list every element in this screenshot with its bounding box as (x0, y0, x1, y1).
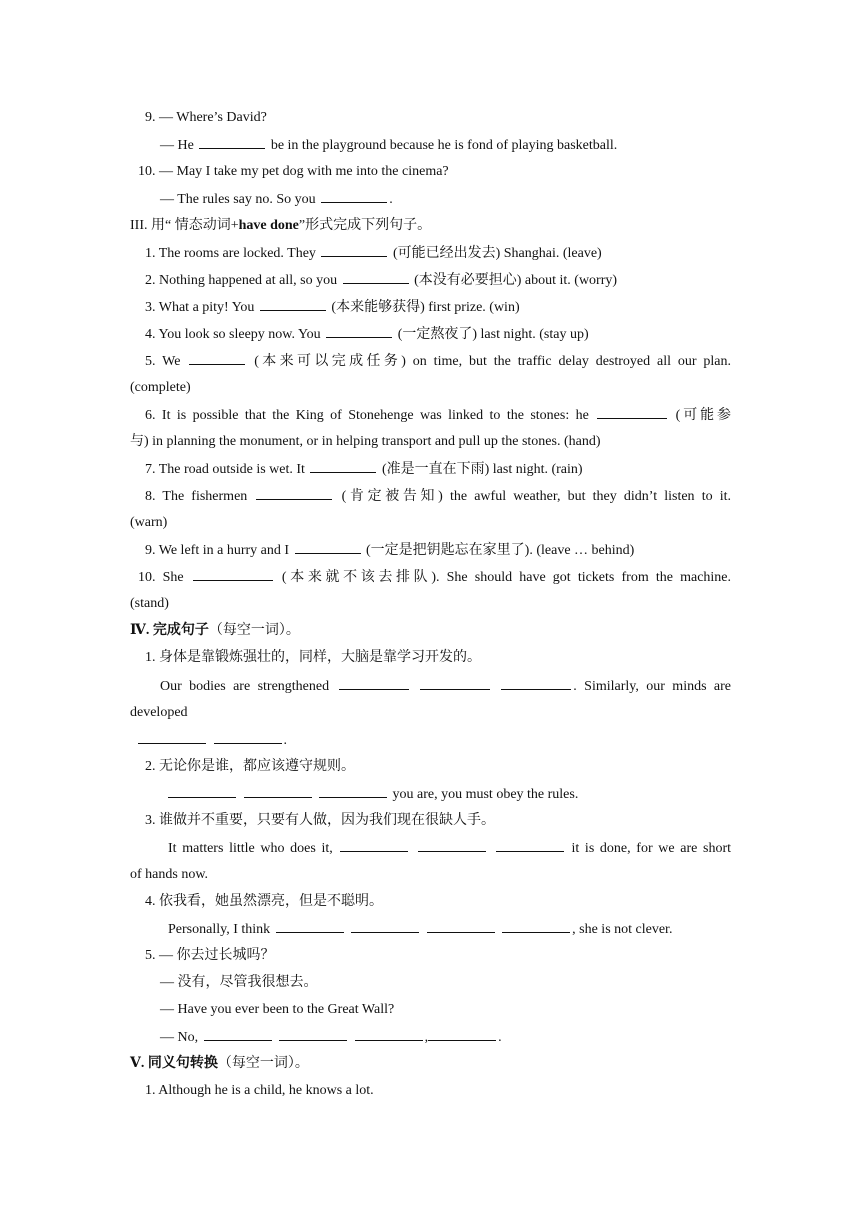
item-text: (肯定被告知) the awful weather, but they didn’t listen to it. (341, 489, 732, 504)
sentence-text: it is done, for we are short (571, 841, 732, 856)
exercise-item (138, 568, 731, 587)
heading-text: （每空一词）。 (217, 1056, 309, 1071)
chinese-prompt: 2. 无论你是谁，都应该遵守规则。 (145, 759, 355, 774)
answer-blank[interactable] (260, 298, 326, 311)
section-heading (130, 622, 300, 640)
item-text: 10. She (138, 570, 184, 585)
answer-blank[interactable] (340, 839, 408, 852)
answer-blank[interactable] (597, 406, 667, 419)
item-text: 7. The road outside is wet. It (145, 462, 305, 477)
sentence-text: , she is not clever. (572, 922, 673, 937)
answer-blank[interactable] (204, 1028, 272, 1041)
item-text: 2. Nothing happened at all, so you (145, 273, 338, 288)
answer-blank[interactable] (214, 731, 282, 744)
answer-blank[interactable] (138, 731, 206, 744)
question-number: 10. (138, 164, 156, 179)
section-heading (130, 1055, 309, 1073)
answer-blank[interactable] (355, 1028, 423, 1041)
question-text: — Where’s David? (159, 110, 267, 125)
sentence-text: , (424, 1030, 429, 1045)
english-sentence: — Have you ever been to the Great Wall? (160, 1002, 395, 1017)
sentence-continuation: of hands now. (130, 867, 209, 882)
answer-blank[interactable] (321, 190, 387, 203)
exercise-item (145, 244, 602, 263)
exercise-item (145, 460, 583, 479)
exercise-item (145, 298, 520, 317)
sentence-text: Our bodies are strengthened (160, 679, 330, 694)
answer-blank[interactable] (199, 136, 265, 149)
section-heading (130, 217, 431, 235)
answer-blank[interactable] (427, 920, 495, 933)
exercise-item (145, 541, 634, 560)
item-text: 1. The rooms are locked. They (145, 246, 316, 261)
answer-text: be in the playground because he is fond of playing basketball. (270, 138, 618, 153)
question-text: — May I take my pet dog with me into the cinema? (159, 164, 449, 179)
answer-blank[interactable] (189, 352, 245, 365)
exercise-item (145, 352, 731, 371)
item-continuation: (complete) (130, 380, 191, 395)
answer-blank[interactable] (501, 677, 571, 690)
answer-blank[interactable] (420, 677, 490, 690)
english-sentence (166, 785, 578, 804)
blank-line (136, 731, 287, 750)
heading-bold-text: Ⅳ. 完成句子 (130, 623, 209, 638)
item-text: (准是一直在下雨) last night. (rain) (381, 462, 583, 477)
item-text: (本来就不该去排队). She should have got tickets from the machine. (281, 570, 732, 585)
item-text: (本来可以完成任务) on time, but the traffic delay destroyed all our plan. (254, 354, 732, 369)
english-sentence (160, 1028, 502, 1047)
answer-blank[interactable] (321, 244, 387, 257)
answer-blank[interactable] (244, 785, 312, 798)
chinese-prompt: 4. 依我看，她虽然漂亮，但是不聪明。 (145, 894, 383, 909)
answer-blank[interactable] (168, 785, 236, 798)
english-sentence (168, 839, 731, 858)
heading-text: ”形式完成下列句子。 (298, 218, 432, 233)
item-continuation: (stand) (130, 596, 169, 611)
chinese-prompt: 5. — 你去过长城吗？ (145, 948, 275, 963)
sentence-text: you are, you must obey the rules. (392, 787, 579, 802)
heading-bold-text: have done (238, 218, 299, 233)
answer-blank[interactable] (276, 920, 344, 933)
answer-line (160, 190, 393, 209)
exercise-item: 1. Although he is a child, he knows a lot. (145, 1083, 374, 1098)
answer-blank[interactable] (502, 920, 570, 933)
exercise-item (145, 325, 589, 344)
answer-blank[interactable] (351, 920, 419, 933)
sentence-continuation: developed (130, 705, 188, 720)
item-text: (一定熬夜了) last night. (stay up) (397, 327, 589, 342)
answer-text: — The rules say no. So you (160, 192, 316, 207)
sentence-text: . (498, 1030, 502, 1045)
item-text: 3. What a pity! You (145, 300, 255, 315)
item-text: (本没有必要担心) about it. (worry) (414, 273, 618, 288)
english-sentence (168, 920, 672, 939)
answer-blank[interactable] (256, 487, 332, 500)
item-text: (本来能够获得) first prize. (win) (331, 300, 520, 315)
question-line (138, 163, 449, 181)
sentence-text: . Similarly, our minds are (573, 679, 732, 694)
exercise-item (145, 487, 731, 506)
answer-blank[interactable] (418, 839, 486, 852)
item-text: 6. It is possible that the King of Stonehenge was linked to the stones: he (145, 408, 589, 423)
answer-blank[interactable] (496, 839, 564, 852)
answer-blank[interactable] (428, 1028, 496, 1041)
answer-blank[interactable] (310, 460, 376, 473)
answer-blank[interactable] (326, 325, 392, 338)
item-continuation: 与) in planning the monument, or in helping transport and pull up the stones. (hand) (130, 434, 601, 449)
answer-blank[interactable] (295, 541, 361, 554)
chinese-prompt: — 没有，尽管我很想去。 (160, 975, 318, 990)
item-text: (可能参 (675, 408, 732, 423)
item-text: 4. You look so sleepy now. You (145, 327, 321, 342)
exercise-item (145, 271, 617, 290)
item-text: (一定是把钥匙忘在家里了). (leave … behind) (366, 543, 635, 558)
answer-line (160, 136, 617, 155)
question-number: 9. (145, 110, 156, 125)
exercise-item (145, 406, 731, 425)
answer-blank[interactable] (279, 1028, 347, 1041)
item-text: 9. We left in a hurry and I (145, 543, 290, 558)
chinese-prompt: 1. 身体是靠锻炼强壮的，同样，大脑是靠学习开发的。 (145, 650, 481, 665)
answer-text: — He (160, 138, 194, 153)
answer-blank[interactable] (319, 785, 387, 798)
question-line (145, 109, 267, 127)
sentence-text: . (283, 733, 287, 748)
answer-blank[interactable] (193, 568, 273, 581)
item-text: (可能已经出发去) Shanghai. (leave) (392, 246, 602, 261)
heading-text: （每空一词）。 (208, 623, 300, 638)
item-continuation: (warn) (130, 515, 168, 530)
sentence-text: It matters little who does it, (168, 841, 333, 856)
heading-bold-text: Ⅴ. 同义句转换 (130, 1056, 218, 1071)
sentence-text: Personally, I think (168, 922, 271, 937)
item-text: 5. We (145, 354, 181, 369)
heading-text: III. 用“ 情态动词+ (130, 218, 239, 233)
chinese-prompt: 3. 谁做并不重要，只要有人做，因为我们现在很缺人手。 (145, 813, 495, 828)
sentence-text: — No, (160, 1030, 199, 1045)
answer-blank[interactable] (339, 677, 409, 690)
item-text: 8. The fishermen (145, 489, 248, 504)
answer-blank[interactable] (343, 271, 409, 284)
english-sentence (160, 677, 731, 696)
answer-text: . (389, 192, 393, 207)
